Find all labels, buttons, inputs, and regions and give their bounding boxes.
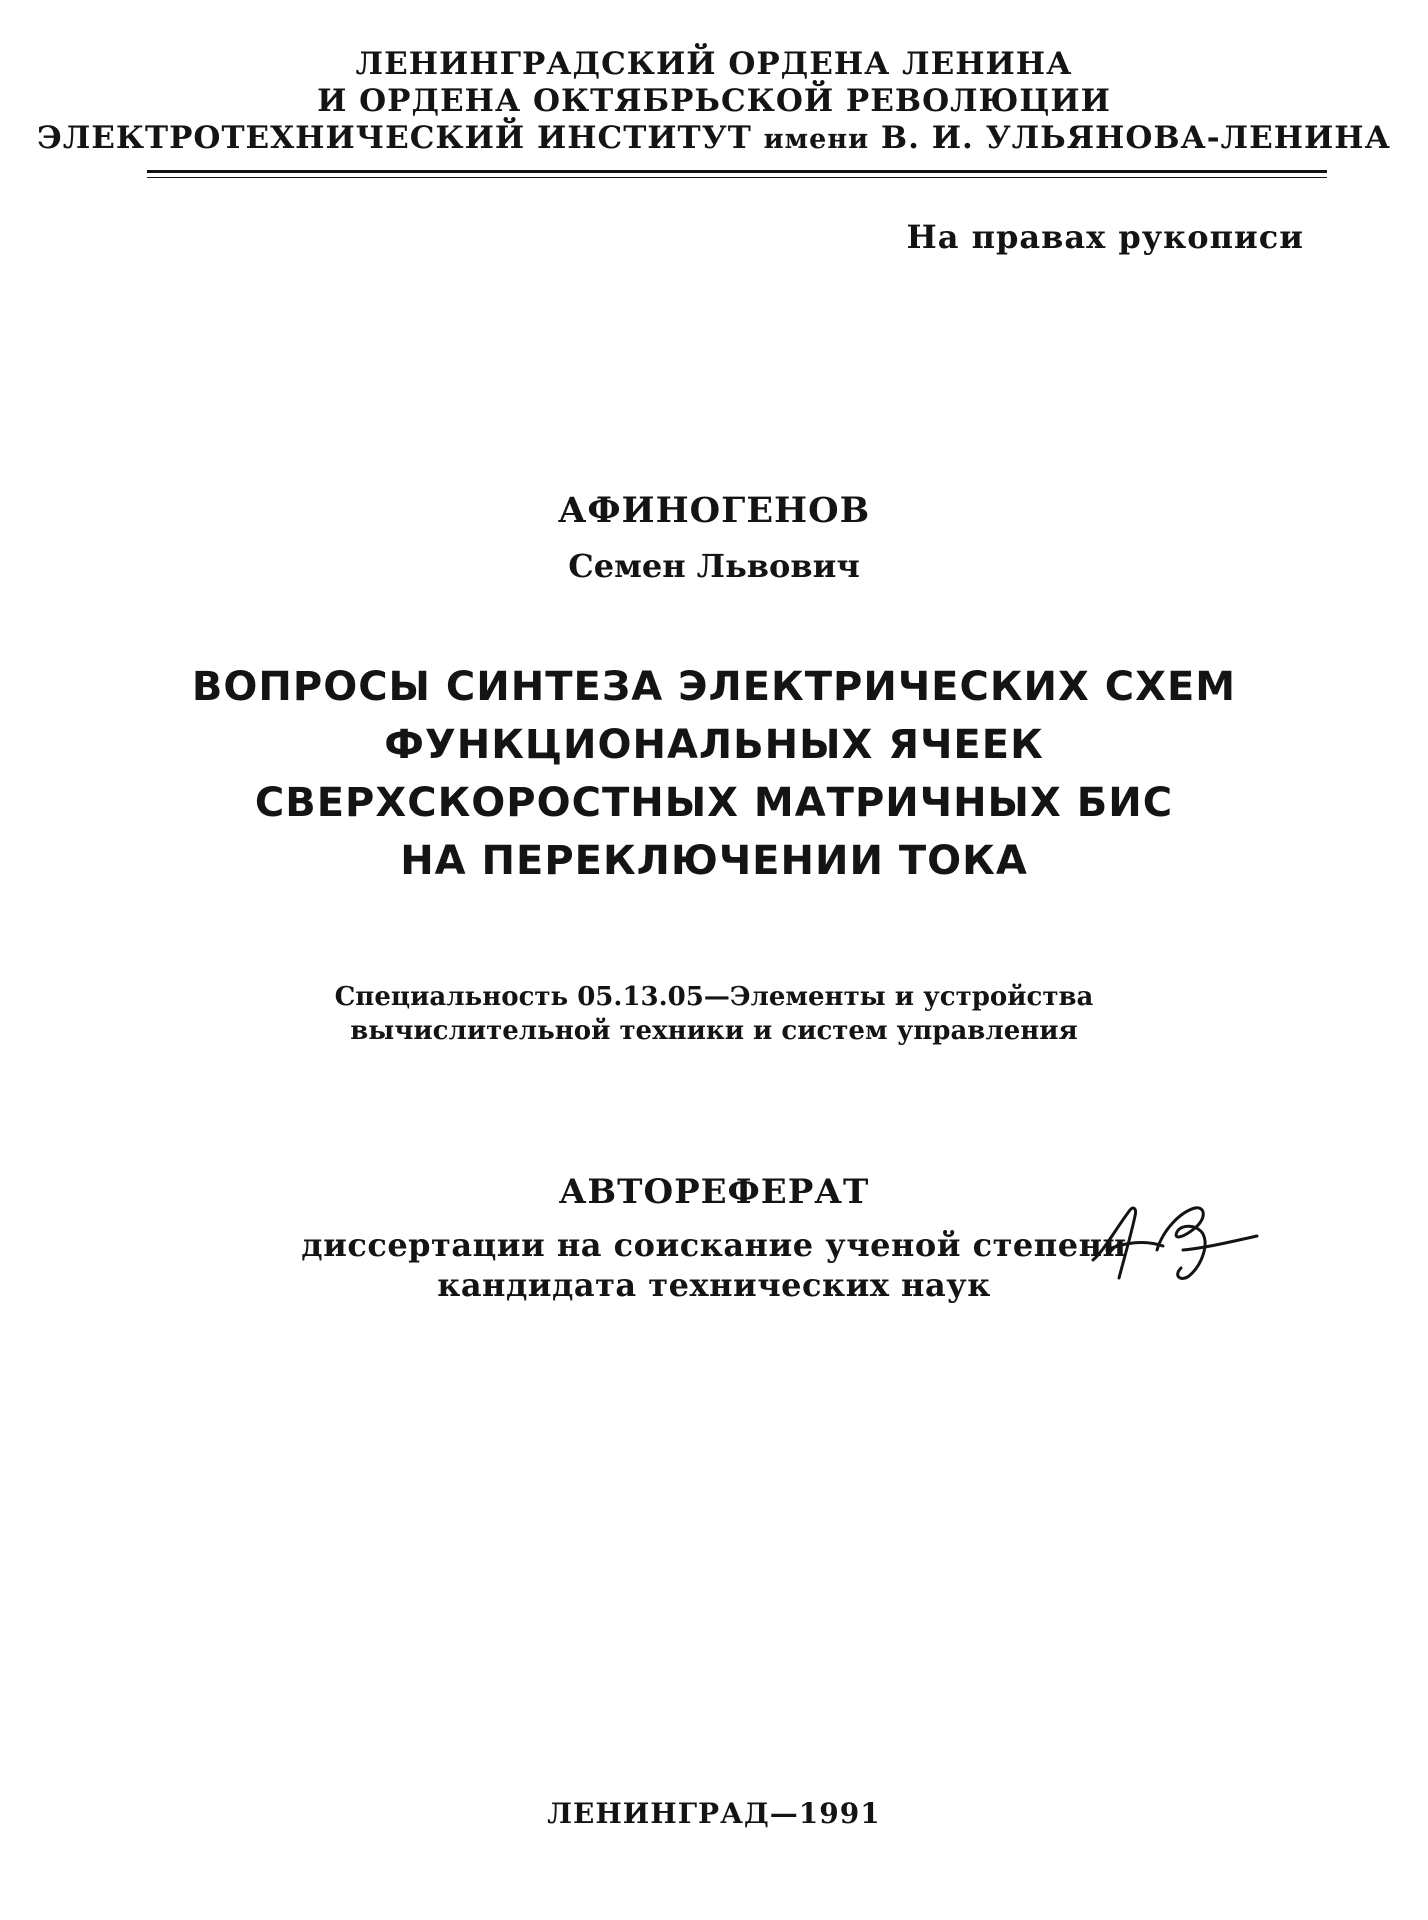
author-surname: АФИНОГЕНОВ xyxy=(557,490,871,531)
specialty-line: вычислительной техники и систем управления xyxy=(350,1016,1078,1046)
abstract-line-2: кандидата технических наук xyxy=(437,1266,991,1304)
title-line: НА ПЕРЕКЛЮЧЕНИИ ТОКА xyxy=(400,838,1028,884)
title-line: СВЕРХСКОРОСТНЫХ МАТРИЧНЫХ БИС xyxy=(254,780,1174,826)
rights-note: На правах рукописи xyxy=(906,218,1304,256)
header-rule-thick xyxy=(147,170,1327,173)
author-name: Семен Львович xyxy=(568,547,860,585)
abstract-heading: АВТОРЕФЕРАТ xyxy=(558,1172,870,1212)
specialty-line: Специальность 05.13.05—Элементы и устройства xyxy=(334,982,1094,1012)
institute-imeni: имени xyxy=(763,124,870,155)
title-line: ВОПРОСЫ СИНТЕЗА ЭЛЕКТРИЧЕСКИХ СХЕМ xyxy=(191,664,1237,710)
title-line: ФУНКЦИОНАЛЬНЫХ ЯЧЕЕК xyxy=(384,722,1044,768)
city-year: ЛЕНИНГРАД—1991 xyxy=(547,1797,881,1830)
institute-line-1: ЛЕНИНГРАДСКИЙ ОРДЕНА ЛЕНИНА xyxy=(355,46,1073,82)
institute-name: ЭЛЕКТРОТЕХНИЧЕСКИЙ ИНСТИТУТ xyxy=(37,120,752,156)
institute-line-2: И ОРДЕНА ОКТЯБРЬСКОЙ РЕВОЛЮЦИИ xyxy=(317,83,1111,119)
institute-namesake: В. И. УЛЬЯНОВА-ЛЕНИНА xyxy=(880,120,1391,156)
handwritten-signature xyxy=(1085,1190,1265,1290)
abstract-line-1: диссертации на соискание ученой степени xyxy=(301,1226,1127,1264)
header-rule-thin xyxy=(147,177,1327,178)
institute-line-3 xyxy=(0,120,1428,156)
